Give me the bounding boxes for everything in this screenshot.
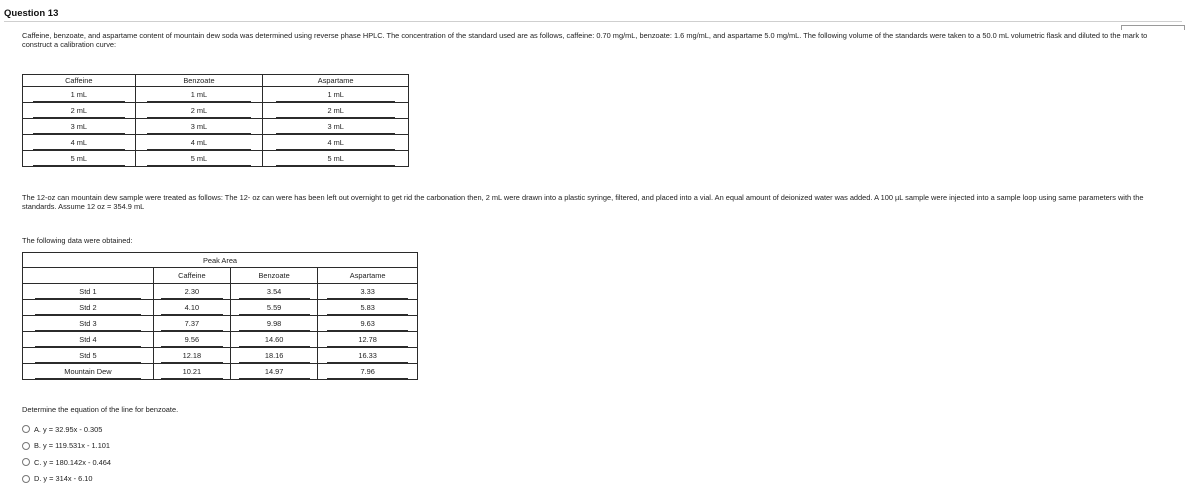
table-row: [23, 87, 409, 103]
option-letter: B.: [34, 441, 41, 451]
table-cell: 5 mL: [135, 151, 263, 167]
answer-options: [22, 421, 111, 487]
table-row: [23, 135, 409, 151]
table-cell: 4 mL: [135, 135, 263, 151]
title-divider: [4, 21, 1182, 22]
radio-icon[interactable]: [22, 458, 30, 466]
table-cell: 9.63: [318, 316, 418, 332]
volume-table: [22, 74, 409, 167]
table-cell: 4 mL: [263, 135, 409, 151]
table-cell: 9.56: [153, 332, 230, 348]
table-cell: 5 mL: [23, 151, 136, 167]
table-cell: 1 mL: [135, 87, 263, 103]
row-label: Std 4: [23, 332, 154, 348]
table-cell: 5 mL: [263, 151, 409, 167]
volume-table-header: [23, 75, 409, 87]
table-cell: 4.10: [153, 300, 230, 316]
table-cell: 10.21: [153, 364, 230, 380]
option-text: y = 32.95x - 0.305: [42, 424, 103, 434]
table-cell: 9.98: [230, 316, 317, 332]
table-cell: 3 mL: [135, 119, 263, 135]
peak-area-title: Peak Area: [23, 253, 418, 268]
option-letter: C.: [34, 457, 42, 467]
table-cell: 7.96: [318, 364, 418, 380]
table-cell: 4 mL: [23, 135, 136, 151]
table-cell: 5.83: [318, 300, 418, 316]
option-b[interactable]: [22, 438, 111, 455]
table-cell: 18.16: [230, 348, 317, 364]
row-label: Std 2: [23, 300, 154, 316]
question-prompt: Determine the equation of the line for benzoate.: [22, 405, 179, 414]
option-letter: A.: [34, 424, 41, 434]
peak-area-group-header: [23, 253, 418, 268]
option-text: y = 119.531x - 1.101: [42, 441, 111, 451]
table-cell: 1 mL: [263, 87, 409, 103]
row-label: Std 5: [23, 348, 154, 364]
option-text: y = 180.142x - 0.464: [43, 457, 111, 467]
table-cell: 3.54: [230, 284, 317, 300]
table-cell: 5.59: [230, 300, 317, 316]
table-row: [23, 103, 409, 119]
radio-icon[interactable]: [22, 442, 30, 450]
table-cell: 7.37: [153, 316, 230, 332]
volume-header-benzoate: Benzoate: [135, 75, 263, 87]
radio-icon[interactable]: [22, 425, 30, 433]
sample-text: The 12-oz can mountain dew sample were treated as follows: The 12- oz can were has been left out overnight to get rid the carbonation then, 2 mL were drawn into a plastic syringe, filtered, and placed into a vial. An equal amount of deionized water was added. A 100 µL sample were injected into a sample loop using same parameters with the standards. Assume 12 oz = 354.9 mL: [22, 193, 1144, 211]
peak-header-blank: [23, 268, 154, 284]
row-label: Std 1: [23, 284, 154, 300]
peak-header-aspartame: Aspartame: [318, 268, 418, 284]
table-row: [23, 332, 418, 348]
table-row: [23, 284, 418, 300]
points-box: [1121, 25, 1185, 30]
volume-header-aspartame: Aspartame: [263, 75, 409, 87]
peak-header-caffeine: Caffeine: [153, 268, 230, 284]
table-cell: 14.97: [230, 364, 317, 380]
peak-header-benzoate: Benzoate: [230, 268, 317, 284]
table-row: [23, 300, 418, 316]
peak-table-header: [23, 268, 418, 284]
volume-header-caffeine: Caffeine: [23, 75, 136, 87]
table-cell: 1 mL: [23, 87, 136, 103]
table-cell: 3 mL: [23, 119, 136, 135]
table-cell: 12.18: [153, 348, 230, 364]
row-label: Mountain Dew: [23, 364, 154, 380]
table-cell: 3.33: [318, 284, 418, 300]
option-a[interactable]: [22, 421, 111, 438]
option-c[interactable]: [22, 454, 111, 471]
table-cell: 2 mL: [23, 103, 136, 119]
table-row: [23, 364, 418, 380]
table-cell: 12.78: [318, 332, 418, 348]
option-letter: D.: [34, 474, 42, 484]
table-cell: 2 mL: [263, 103, 409, 119]
table-cell: 16.33: [318, 348, 418, 364]
data-intro: The following data were obtained:: [22, 236, 133, 245]
table-cell: 2.30: [153, 284, 230, 300]
row-label: Std 3: [23, 316, 154, 332]
option-text: y = 314x - 6.10: [43, 474, 93, 484]
table-cell: 3 mL: [263, 119, 409, 135]
radio-icon[interactable]: [22, 475, 30, 483]
table-row: [23, 119, 409, 135]
peak-area-table: [22, 252, 418, 380]
table-cell: 14.60: [230, 332, 317, 348]
option-d[interactable]: [22, 471, 111, 488]
table-row: [23, 348, 418, 364]
table-row: [23, 151, 409, 167]
table-row: [23, 316, 418, 332]
question-title: Question 13: [4, 8, 59, 19]
table-cell: 2 mL: [135, 103, 263, 119]
intro-text: Caffeine, benzoate, and aspartame content of mountain dew soda was determined using reverse phase HPLC. The concentration of the standard used are as follows, caffeine: 0.70 mg/mL, benzoate: 1.6 mg/mL, and aspartame 5.0 mg/mL. The following volume of the standards were taken to a 50.0 mL volumetric flask and diluted to the mark to construct a calibration curve:: [22, 31, 1148, 49]
